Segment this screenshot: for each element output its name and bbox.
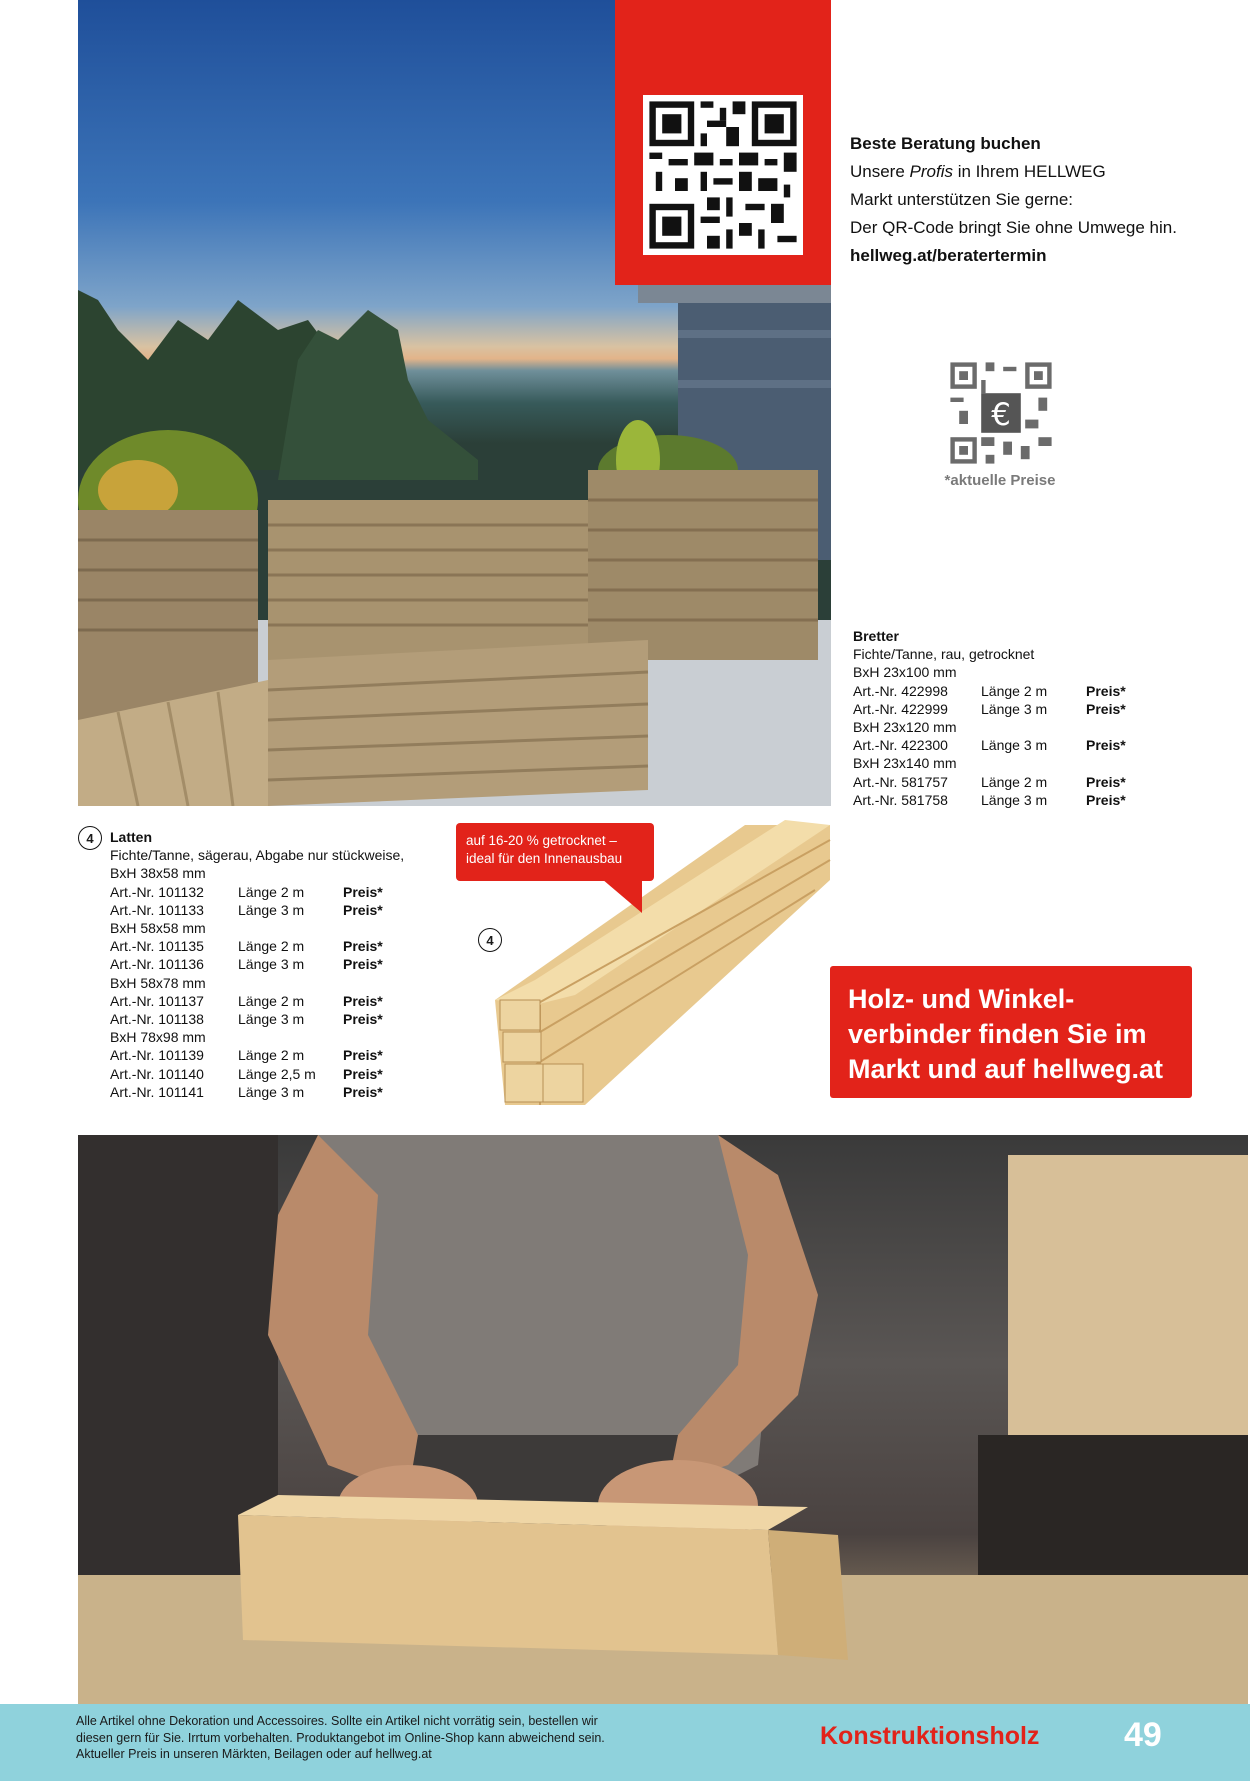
euro-icon: € bbox=[991, 396, 1011, 433]
table-row: Art.-Nr. 101136 Länge 3 m Preis* bbox=[110, 956, 383, 973]
table-row: Art.-Nr. 422300 Länge 3 m Preis* bbox=[853, 737, 1126, 754]
footer-note-line-2: diesen gern für Sie. Irrtum vorbehalten. Produktangebot im Online-Shop kann abweichend sein. bbox=[76, 1730, 605, 1745]
latten-number-badge: 4 bbox=[78, 826, 102, 850]
table-row: Art.-Nr. 101141 Länge 3 m Preis* bbox=[110, 1083, 383, 1100]
table-row: Art.-Nr. 101132 Länge 2 m Preis* bbox=[110, 883, 383, 900]
bubble-line-2: ideal für den Innenausbau bbox=[466, 851, 623, 866]
table-row: Art.-Nr. 101139 Länge 2 m Preis* bbox=[110, 1047, 383, 1064]
latten-size: BxH 38x58 mm bbox=[110, 865, 206, 882]
connector-promo-box bbox=[830, 966, 1192, 1098]
footer-disclaimer bbox=[76, 1713, 696, 1763]
latten-product-table bbox=[110, 828, 440, 1101]
table-row: Art.-Nr. 101138 Länge 3 m Preis* bbox=[110, 1011, 383, 1028]
consultation-qr-code[interactable] bbox=[643, 95, 803, 255]
table-row: Art.-Nr. 422999 Länge 3 m Preis* bbox=[853, 700, 1126, 717]
consultation-line-2: Markt unterstützen Sie gerne: bbox=[850, 190, 1074, 209]
latten-title: Latten bbox=[110, 829, 152, 845]
latten-size: BxH 78x98 mm bbox=[110, 1029, 206, 1046]
current-prices-label: *aktuelle Preise bbox=[944, 472, 1056, 489]
latten-size: BxH 58x58 mm bbox=[110, 920, 206, 937]
page-number: 49 bbox=[1124, 1716, 1162, 1754]
promo-line-1: Holz- und Winkel- bbox=[848, 984, 1075, 1014]
table-row: Art.-Nr. 101133 Länge 3 m Preis* bbox=[110, 901, 383, 918]
section-title: Konstruktionsholz bbox=[820, 1722, 1040, 1750]
table-row: Art.-Nr. 581757 Länge 2 m Preis* bbox=[853, 773, 1126, 790]
consultation-url-link[interactable]: hellweg.at/beratertermin bbox=[850, 246, 1047, 265]
latten-description: Fichte/Tanne, sägerau, Abgabe nur stückweise, bbox=[110, 847, 405, 864]
drying-info-bubble bbox=[456, 823, 654, 881]
price-qr-code[interactable] bbox=[946, 358, 1056, 468]
bretter-title: Bretter bbox=[853, 628, 899, 644]
table-row: Art.-Nr. 101135 Länge 2 m Preis* bbox=[110, 938, 383, 955]
promo-line-2: verbinder finden Sie im bbox=[848, 1019, 1147, 1049]
carpenter-photo bbox=[78, 1135, 1248, 1705]
consultation-heading: Beste Beratung buchen bbox=[850, 134, 1041, 153]
bretter-size: BxH 23x120 mm bbox=[853, 719, 957, 736]
table-row: Art.-Nr. 101140 Länge 2,5 m Preis* bbox=[110, 1065, 383, 1082]
consultation-line-3: Der QR-Code bringt Sie ohne Umwege hin. bbox=[850, 218, 1177, 237]
bretter-description: Fichte/Tanne, rau, getrocknet bbox=[853, 646, 1035, 663]
bretter-product-table bbox=[853, 627, 1183, 809]
table-row: Art.-Nr. 101137 Länge 2 m Preis* bbox=[110, 992, 383, 1009]
bretter-size: BxH 23x140 mm bbox=[853, 755, 957, 772]
product-number-badge: 4 bbox=[478, 928, 502, 952]
bubble-line-1: auf 16-20 % getrocknet – bbox=[466, 833, 617, 848]
bubble-pointer bbox=[602, 879, 642, 913]
table-row: Art.-Nr. 422998 Länge 2 m Preis* bbox=[853, 682, 1126, 699]
promo-line-3: Markt und auf hellweg.at bbox=[848, 1054, 1164, 1084]
footer-note-line-1: Alle Artikel ohne Dekoration und Accessoires. Sollte ein Artikel nicht vorrätig sein, bestellen wir bbox=[76, 1714, 598, 1728]
latten-size: BxH 58x78 mm bbox=[110, 974, 206, 991]
consultation-line-1: Unsere Profis in Ihrem HELLWEG bbox=[850, 162, 1106, 181]
footer-note-line-3: Aktueller Preis in unseren Märkten, Beilagen oder auf hellweg.at bbox=[76, 1747, 432, 1761]
table-row: Art.-Nr. 581758 Länge 3 m Preis* bbox=[853, 791, 1126, 808]
consultation-info bbox=[850, 130, 1240, 270]
bretter-size: BxH 23x100 mm bbox=[853, 664, 957, 681]
